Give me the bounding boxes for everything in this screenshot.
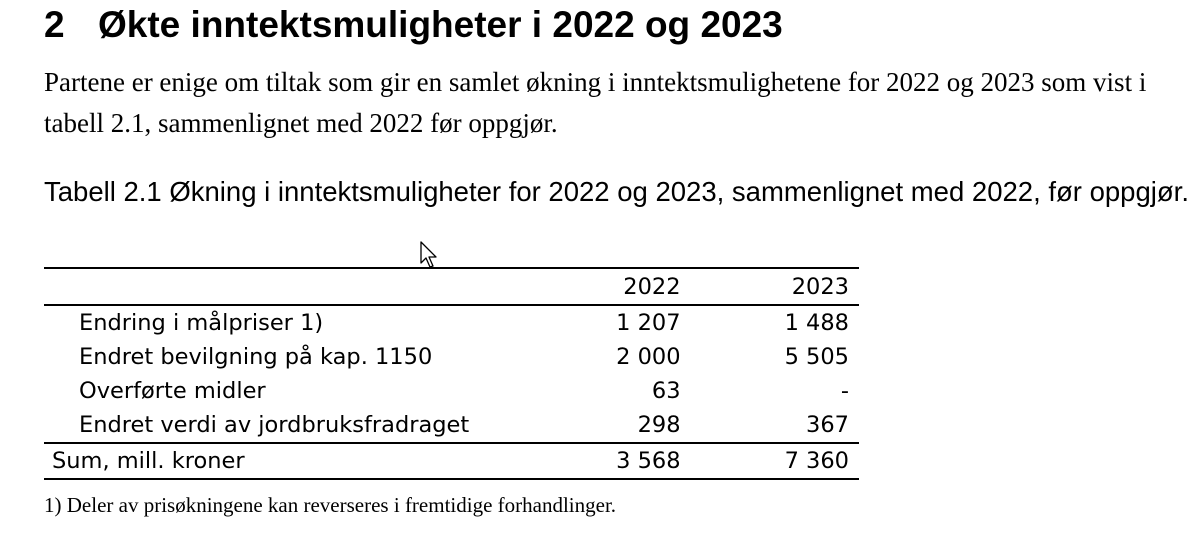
section-title: Økte inntektsmuligheter i 2022 og 2023: [98, 4, 783, 45]
row-value-2023: 367: [806, 412, 849, 438]
sum-label: Sum, mill. kroner: [52, 448, 245, 474]
section-heading: [44, 0, 783, 50]
row-label: Overførte midler: [79, 378, 266, 404]
row-label: Endret bevilgning på kap. 1150: [79, 344, 433, 370]
column-header-2023: 2023: [791, 273, 849, 300]
table-row: [44, 340, 859, 374]
row-value-2022: 63: [651, 378, 681, 404]
table-row: [44, 374, 859, 408]
row-label: Endring i målpriser 1): [79, 310, 324, 336]
row-value-2023: 1 488: [784, 310, 849, 336]
arrow-cursor-icon: [420, 241, 440, 269]
section-number: 2: [44, 4, 65, 45]
income-table: [44, 267, 859, 480]
row-label: Endret verdi av jordbruksfradraget: [79, 412, 470, 438]
table-header-row: [44, 268, 859, 305]
intro-paragraph: Partene er enige om tiltak som gir en samlet økning i inntektsmulighetene for 2022 og 2023 som vist i tabell 2.1, sammenlignet med 2022 før oppgjør.: [44, 67, 1147, 138]
row-value-2022: 2 000: [616, 344, 681, 370]
row-value-2023: 5 505: [784, 344, 849, 370]
row-value-2022: 298: [637, 412, 681, 438]
column-header-2022: 2022: [623, 273, 681, 300]
row-value-2023: -: [840, 378, 849, 404]
table-row: [44, 305, 859, 340]
sum-value-2022: 3 568: [616, 448, 681, 474]
sum-value-2023: 7 360: [784, 448, 849, 474]
table-row: [44, 408, 859, 443]
table-footnote: 1) Deler av prisøkningene kan reverseres i fremtidige forhandlinger.: [44, 493, 617, 517]
table-sum-row: [44, 443, 859, 479]
table-caption: Tabell 2.1 Økning i inntektsmuligheter for 2022 og 2023, sammenlignet med 2022, før oppgjør.: [44, 176, 1189, 207]
row-value-2022: 1 207: [616, 310, 681, 336]
column-header-label: [44, 268, 524, 305]
